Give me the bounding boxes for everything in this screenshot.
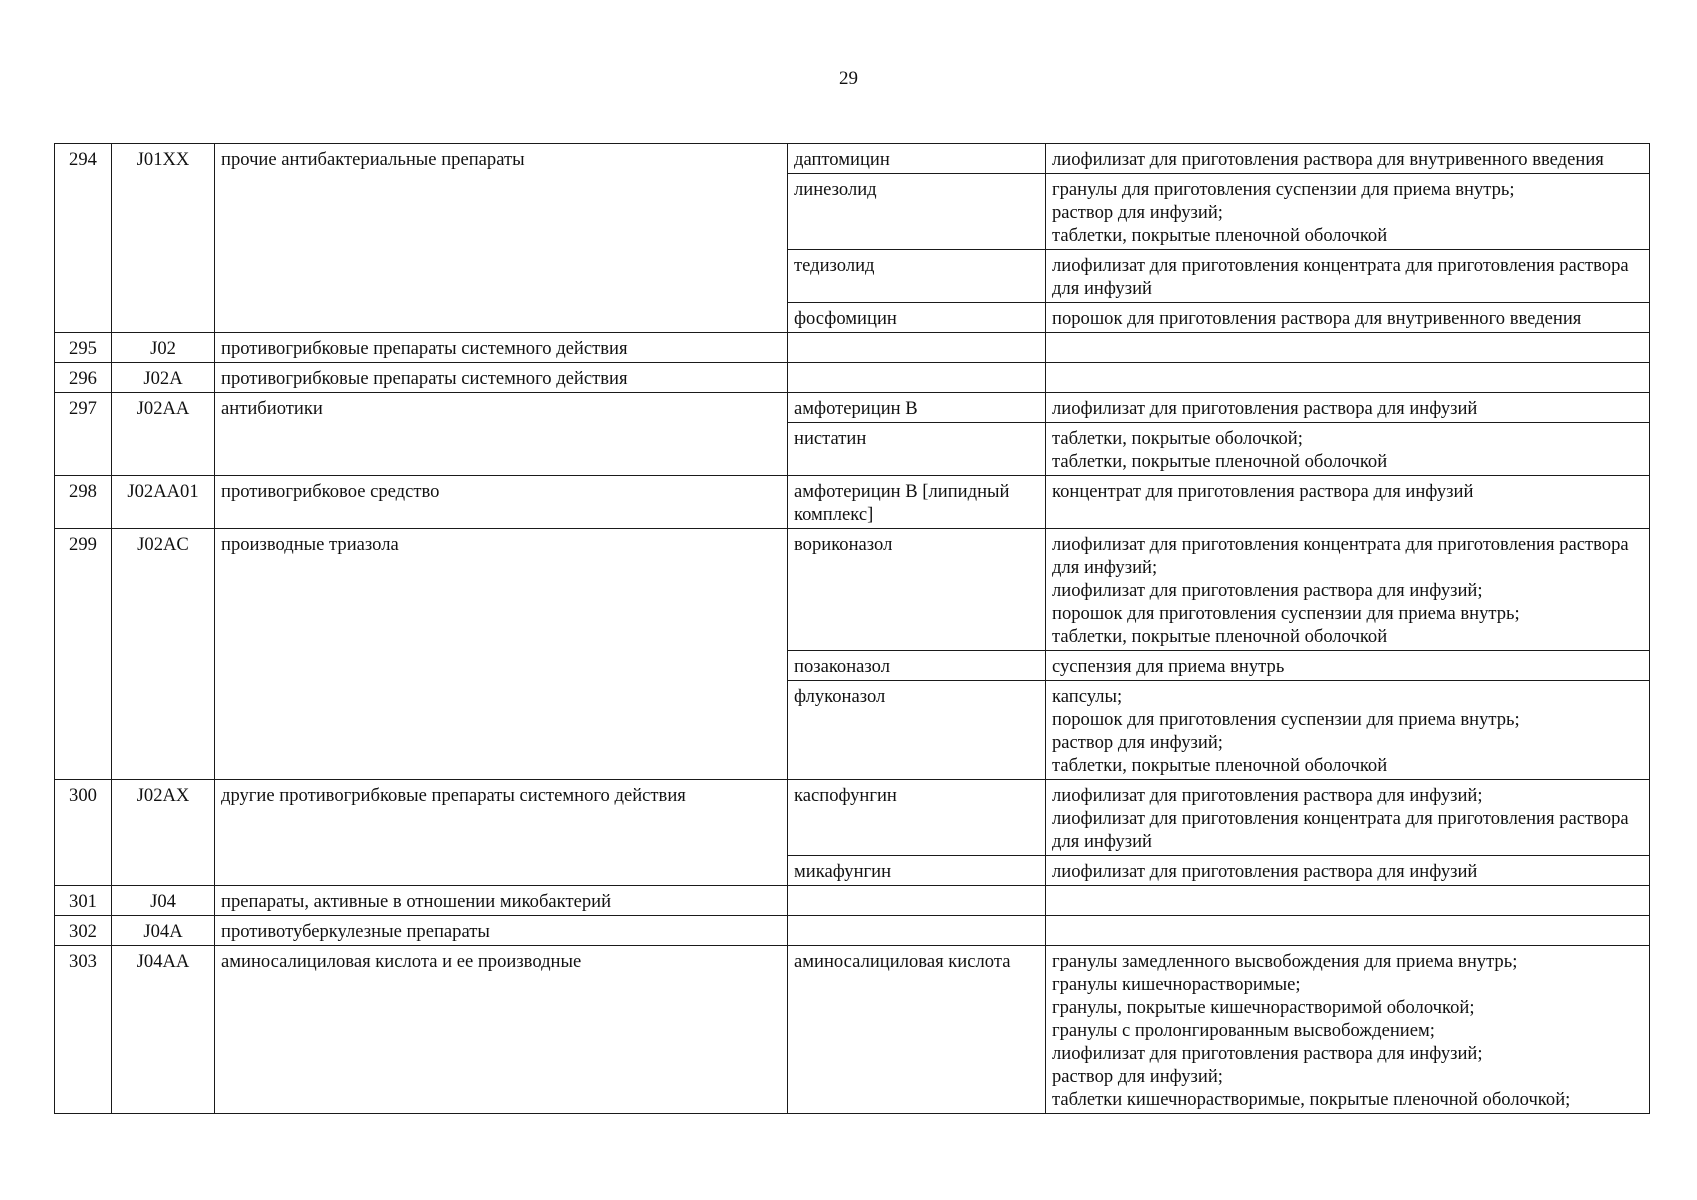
dosage-form-line: таблетки, покрытые пленочной оболочкой (1052, 755, 1388, 776)
dosage-form-line: лиофилизат для приготовления раствора для инфузий; (1052, 580, 1483, 601)
atc-code-cell: J02 (112, 333, 215, 363)
drug-name-cell: аминосалициловая кислота (788, 946, 1046, 1114)
drug-name-cell: тедизолид (788, 250, 1046, 303)
pharmacological-group-cell: производные триазола (215, 529, 788, 780)
drug-name-cell: нистатин (788, 423, 1046, 476)
dosage-forms-cell (1046, 144, 1650, 174)
drug-name-cell (788, 333, 1046, 363)
drug-name-cell (788, 363, 1046, 393)
dosage-forms-cell (1046, 529, 1650, 651)
drug-name-cell: даптомицин (788, 144, 1046, 174)
dosage-form-line: раствор для инфузий; (1052, 732, 1223, 753)
row-number-cell: 294 (55, 144, 112, 333)
table-row (55, 916, 1650, 946)
dosage-form-line: концентрат для приготовления раствора для инфузий (1052, 481, 1474, 502)
pharmacological-group-cell: препараты, активные в отношении микобактерий (215, 886, 788, 916)
drug-name-cell: каспофунгин (788, 780, 1046, 856)
table-row (55, 780, 1650, 856)
dosage-forms-cell (1046, 651, 1650, 681)
dosage-forms-cell (1046, 393, 1650, 423)
dosage-forms-cell (1046, 333, 1650, 363)
row-number-cell: 300 (55, 780, 112, 886)
page-number: 29 (839, 68, 858, 89)
dosage-forms-cell (1046, 946, 1650, 1114)
dosage-forms-cell (1046, 856, 1650, 886)
dosage-form-line: гранулы для приготовления суспензии для приема внутрь; (1052, 179, 1515, 200)
table-row (55, 333, 1650, 363)
dosage-form-line: лиофилизат для приготовления раствора для инфузий; (1052, 785, 1483, 806)
drug-name-cell: вориконазол (788, 529, 1046, 651)
dosage-form-line: лиофилизат для приготовления раствора для инфузий (1052, 861, 1478, 882)
row-number-cell: 297 (55, 393, 112, 476)
table-row (55, 144, 1650, 174)
registry-table-body (55, 144, 1650, 1114)
pharmacological-group-cell: противогрибковое средство (215, 476, 788, 529)
dosage-form-line: лиофилизат для приготовления раствора для внутривенного введения (1052, 149, 1604, 170)
pharmacological-group-cell: аминосалициловая кислота и ее производные (215, 946, 788, 1114)
dosage-form-line: лиофилизат для приготовления раствора для инфузий; (1052, 1043, 1483, 1064)
pharmacological-group-cell: антибиотики (215, 393, 788, 476)
dosage-forms-cell (1046, 174, 1650, 250)
row-number-cell: 301 (55, 886, 112, 916)
drug-name-cell (788, 916, 1046, 946)
atc-code-cell: J04AA (112, 946, 215, 1114)
dosage-form-line: гранулы кишечнорастворимые; (1052, 974, 1301, 995)
dosage-forms-cell (1046, 423, 1650, 476)
dosage-forms-cell (1046, 363, 1650, 393)
dosage-form-line: лиофилизат для приготовления концентрата для приготовления раствора для инфузий (1052, 255, 1629, 299)
dosage-form-line: капсулы; (1052, 686, 1123, 707)
row-number-cell: 299 (55, 529, 112, 780)
dosage-forms-cell (1046, 780, 1650, 856)
atc-code-cell: J04 (112, 886, 215, 916)
atc-code-cell: J02AA (112, 393, 215, 476)
drug-name-cell: микафунгин (788, 856, 1046, 886)
dosage-forms-cell (1046, 250, 1650, 303)
dosage-form-line: суспензия для приема внутрь (1052, 656, 1285, 677)
dosage-form-line: порошок для приготовления раствора для внутривенного введения (1052, 308, 1582, 329)
row-number-cell: 298 (55, 476, 112, 529)
dosage-form-line: лиофилизат для приготовления раствора для инфузий (1052, 398, 1478, 419)
dosage-forms-cell (1046, 303, 1650, 333)
drug-name-cell: фосфомицин (788, 303, 1046, 333)
pharmacological-group-cell: противогрибковые препараты системного действия (215, 363, 788, 393)
drug-registry-table (54, 143, 1650, 1114)
dosage-form-line: таблетки, покрытые пленочной оболочкой (1052, 225, 1388, 246)
table-row (55, 886, 1650, 916)
pharmacological-group-cell: прочие антибактериальные препараты (215, 144, 788, 333)
table-row (55, 476, 1650, 529)
dosage-form-line: таблетки кишечнорастворимые, покрытые пленочной оболочкой; (1052, 1089, 1571, 1110)
row-number-cell: 302 (55, 916, 112, 946)
drug-name-cell: флуконазол (788, 681, 1046, 780)
drug-name-cell: амфотерицин В [липидный комплекс] (788, 476, 1046, 529)
dosage-form-line: гранулы, покрытые кишечнорастворимой оболочкой; (1052, 997, 1475, 1018)
atc-code-cell: J01XX (112, 144, 215, 333)
dosage-forms-cell (1046, 886, 1650, 916)
pharmacological-group-cell: противогрибковые препараты системного действия (215, 333, 788, 363)
pharmacological-group-cell: противотуберкулезные препараты (215, 916, 788, 946)
drug-name-cell (788, 886, 1046, 916)
atc-code-cell: J02AX (112, 780, 215, 886)
row-number-cell: 303 (55, 946, 112, 1114)
table-row (55, 946, 1650, 1114)
drug-name-cell: позаконазол (788, 651, 1046, 681)
dosage-form-line: лиофилизат для приготовления концентрата для приготовления раствора для инфузий; (1052, 534, 1629, 578)
row-number-cell: 296 (55, 363, 112, 393)
dosage-form-line: порошок для приготовления суспензии для приема внутрь; (1052, 603, 1520, 624)
atc-code-cell: J04A (112, 916, 215, 946)
atc-code-cell: J02AC (112, 529, 215, 780)
dosage-forms-cell (1046, 681, 1650, 780)
drug-name-cell: линезолид (788, 174, 1046, 250)
dosage-forms-cell (1046, 916, 1650, 946)
table-row (55, 529, 1650, 651)
dosage-forms-cell (1046, 476, 1650, 529)
drug-name-cell: амфотерицин В (788, 393, 1046, 423)
atc-code-cell: J02AA01 (112, 476, 215, 529)
dosage-form-line: раствор для инфузий; (1052, 1066, 1223, 1087)
atc-code-cell: J02A (112, 363, 215, 393)
dosage-form-line: гранулы с пролонгированным высвобождением; (1052, 1020, 1435, 1041)
dosage-form-line: лиофилизат для приготовления концентрата для приготовления раствора для инфузий (1052, 808, 1629, 852)
dosage-form-line: таблетки, покрытые пленочной оболочкой (1052, 451, 1388, 472)
dosage-form-line: таблетки, покрытые пленочной оболочкой (1052, 626, 1388, 647)
dosage-form-line: гранулы замедленного высвобождения для приема внутрь; (1052, 951, 1518, 972)
pharmacological-group-cell: другие противогрибковые препараты системного действия (215, 780, 788, 886)
dosage-form-line: таблетки, покрытые оболочкой; (1052, 428, 1303, 449)
table-row (55, 393, 1650, 423)
table-row (55, 363, 1650, 393)
row-number-cell: 295 (55, 333, 112, 363)
dosage-form-line: порошок для приготовления суспензии для приема внутрь; (1052, 709, 1520, 730)
dosage-form-line: раствор для инфузий; (1052, 202, 1223, 223)
